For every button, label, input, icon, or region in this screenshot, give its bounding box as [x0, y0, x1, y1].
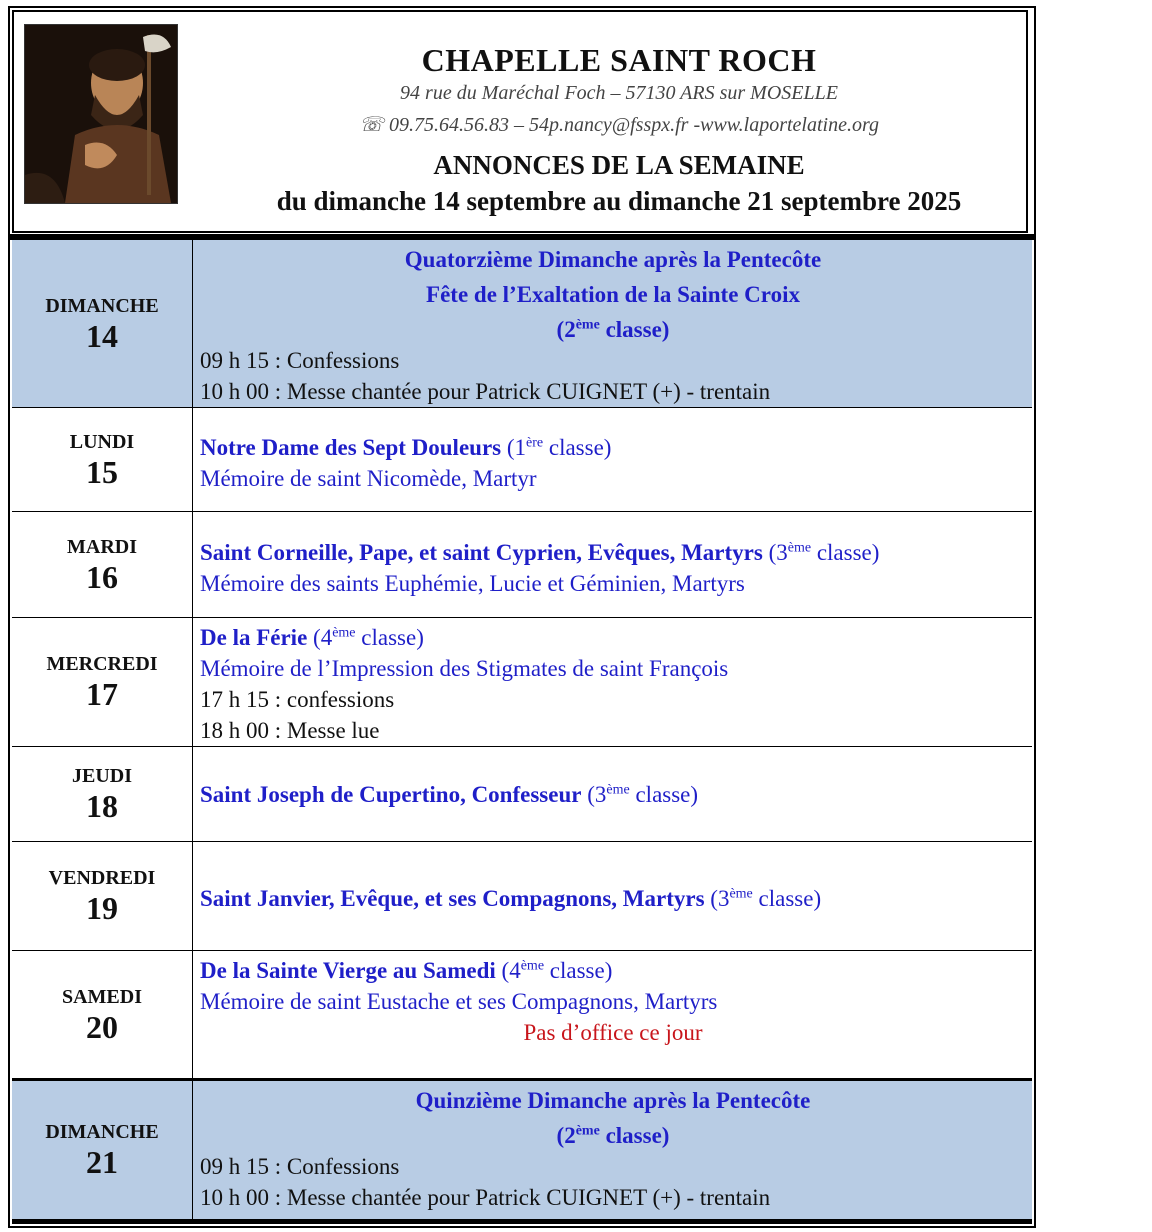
schedule-line: 09 h 15 : Confessions [200, 1154, 400, 1179]
class-suffix: classe) [355, 625, 424, 650]
feast-line [200, 537, 1026, 568]
class-sup: ème [520, 958, 545, 974]
day-name: DIMANCHE [45, 1121, 159, 1143]
schedule-line: 09 h 15 : Confessions [200, 348, 400, 373]
announcements-heading: ANNONCES DE LA SEMAINE [433, 150, 805, 180]
feast-line [200, 432, 1026, 463]
portrait-painting-icon [25, 25, 177, 203]
day-number: 17 [86, 676, 118, 712]
day-name: JEUDI [71, 765, 132, 787]
telephone-icon: ☏ [358, 114, 384, 136]
bottom-divider [12, 1220, 1032, 1224]
class-prefix: (4 [307, 625, 333, 650]
day-number: 18 [86, 788, 118, 824]
day-cell [12, 512, 193, 617]
class-prefix: (1 [501, 435, 527, 460]
day-number: 16 [86, 558, 118, 595]
feast-title: Quinzième Dimanche après la Pentecôte [415, 1088, 811, 1113]
day-content [200, 432, 1026, 494]
contact-text: 09.75.64.56.83 – 54p.nancy@fsspx.fr -www.laportelatine.org [388, 114, 880, 136]
day-cell [12, 842, 193, 950]
chapel-address: 94 rue du Maréchal Foch – 57130 ARS sur MOSELLE [400, 82, 838, 104]
class-suffix: classe) [629, 782, 699, 807]
day-name: LUNDI [69, 430, 135, 453]
feast-subtitle: Fête de l’Exaltation de la Sainte Croix [426, 282, 800, 307]
day-content [200, 779, 1026, 810]
class-sup: ème [332, 625, 356, 641]
memoire-line: Mémoire des saints Euphémie, Lucie et Géminien, Martyrs [200, 571, 745, 596]
class-prefix: (3 [581, 782, 607, 807]
header-panel [12, 10, 1028, 233]
day-content [200, 537, 1026, 599]
date-range: du dimanche 14 septembre au dimanche 21 septembre 2025 [276, 186, 962, 216]
day-number: 20 [86, 1008, 118, 1045]
feast-title: Quatorzième Dimanche après la Pentecôte [404, 247, 822, 272]
day-cell [12, 240, 193, 407]
schedule-line: 10 h 00 : Messe chantée pour Patrick CUIGNET (+) - trentain [200, 1185, 771, 1210]
day-content [200, 622, 1026, 746]
feast-class [200, 314, 1026, 345]
memoire-line: Mémoire de l’Impression des Stigmates de saint François [200, 656, 729, 681]
day-name: MARDI [67, 535, 137, 558]
bulletin-sheet [8, 6, 1036, 1228]
class-prefix: (4 [495, 958, 521, 983]
memoire-line: Mémoire de saint Eustache et ses Compagnons, Martyrs [200, 989, 718, 1014]
class-sup: ème [575, 317, 600, 333]
saint-roch-portrait [24, 24, 178, 204]
class-suffix: classe) [752, 886, 822, 911]
class-prefix: (3 [762, 540, 788, 565]
class-prefix: (2 [556, 317, 576, 342]
day-name: VENDREDI [48, 867, 156, 889]
day-cell [12, 618, 193, 746]
class-sup: ème [606, 782, 630, 798]
schedule-line: 18 h 00 : Messe lue [200, 718, 380, 743]
day-cell [12, 408, 193, 511]
day-content [200, 244, 1026, 407]
feast-line [200, 779, 1026, 810]
day-number: 21 [86, 1144, 118, 1180]
class-sup: ème [787, 540, 812, 556]
feast-class [200, 1120, 1026, 1151]
class-prefix: (2 [556, 1123, 576, 1148]
class-suffix: classe) [811, 540, 880, 565]
class-suffix: classe) [599, 1123, 670, 1148]
day-content [200, 883, 1026, 914]
schedule-line: 10 h 00 : Messe chantée pour Patrick CUIGNET (+) - trentain [200, 379, 771, 404]
day-number: 15 [86, 453, 118, 490]
day-row-monday-15 [12, 408, 1032, 512]
day-row-sunday-21 [12, 1079, 1032, 1220]
day-row-wednesday-17 [12, 618, 1032, 747]
day-content [200, 955, 1026, 1048]
day-row-tuesday-16 [12, 512, 1032, 618]
day-name: DIMANCHE [45, 294, 159, 317]
day-row-sunday-14 [12, 240, 1032, 408]
day-row-friday-19 [12, 842, 1032, 951]
feast-title: Saint Joseph de Cupertino, Confesseur [200, 782, 582, 807]
day-number: 14 [86, 317, 118, 354]
class-prefix: (3 [704, 886, 730, 911]
feast-title: Notre Dame des Sept Douleurs [200, 435, 502, 460]
day-name: MERCREDI [46, 653, 158, 675]
feast-title: De la Sainte Vierge au Samedi [200, 958, 496, 983]
class-suffix: classe) [544, 958, 613, 983]
memoire-line: Mémoire de saint Nicomède, Martyr [200, 466, 537, 491]
feast-title: De la Férie [200, 625, 308, 650]
class-sup: ère [526, 435, 544, 451]
day-name: SAMEDI [61, 985, 142, 1008]
schedule-line: 17 h 15 : confessions [200, 687, 395, 712]
day-number: 19 [86, 890, 118, 926]
day-cell [12, 951, 193, 1078]
no-service-notice: Pas d’office ce jour [523, 1020, 703, 1045]
day-content [200, 1085, 1026, 1213]
class-sup: ème [575, 1123, 600, 1139]
class-suffix: classe) [599, 317, 670, 342]
feast-title: Saint Janvier, Evêque, et ses Compagnons, Martyrs [200, 886, 705, 911]
class-sup: ème [729, 886, 753, 902]
chapel-title: CHAPELLE SAINT ROCH [421, 42, 817, 78]
feast-title: Saint Corneille, Pape, et saint Cyprien, Evêques, Martyrs [200, 540, 763, 565]
feast-line [200, 622, 1026, 653]
feast-line [200, 955, 1026, 986]
chapel-contact [224, 112, 1014, 137]
day-row-thursday-18 [12, 747, 1032, 842]
day-row-saturday-20 [12, 951, 1032, 1079]
class-suffix: classe) [543, 435, 612, 460]
feast-line [200, 883, 1026, 914]
day-cell [12, 747, 193, 841]
day-cell [12, 1081, 193, 1219]
